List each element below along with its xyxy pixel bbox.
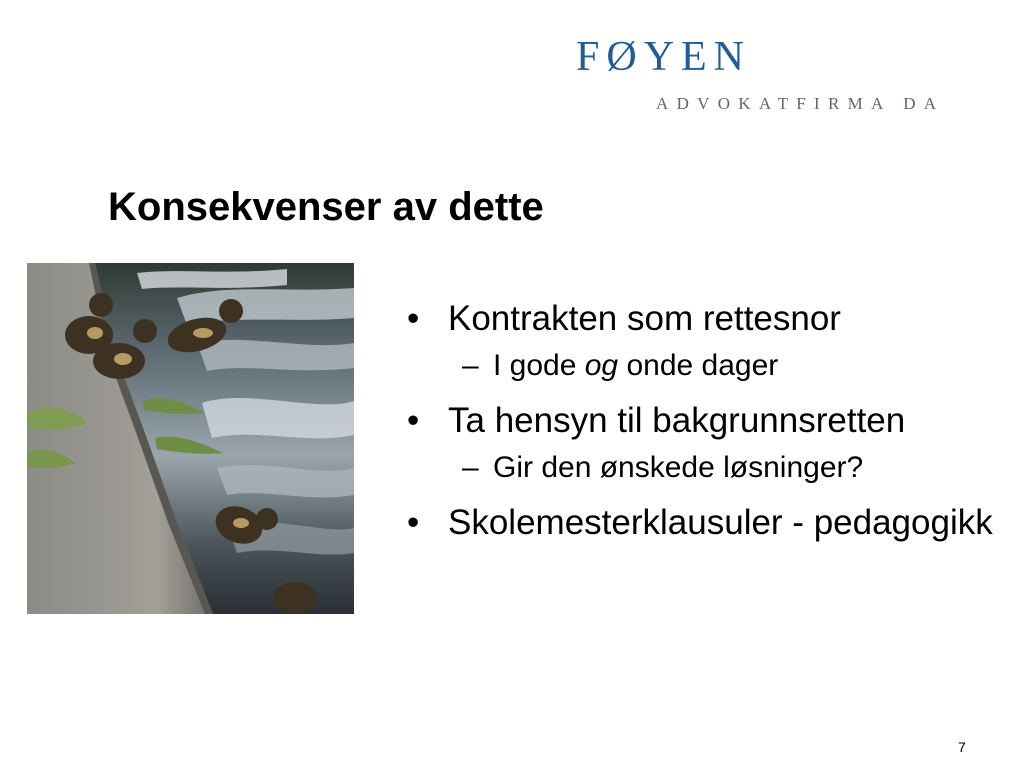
sub-bullet-emphasis: og [584,349,619,382]
sub-bullet-item [407,450,1007,486]
slide-title: Konsekvenser av dette [108,185,544,229]
sub-bullet-text-before: I gode [493,349,585,382]
sub-bullet-text-after: onde dager [618,349,779,382]
bullet-item [407,502,1007,543]
bullet-item [407,400,1007,441]
bullet-text: Ta hensyn til bakgrunnsretten [448,401,906,440]
bullet-marker: • [407,503,420,542]
ducklings-photo [27,263,354,614]
sub-bullet-marker: – [462,349,479,382]
bullet-marker: • [407,401,420,440]
bullet-text: Kontrakten som rettesnor [448,299,841,338]
page-number: 7 [958,739,966,755]
logo-name: FØYEN [576,34,752,80]
bullet-list [407,298,1007,552]
bullet-marker: • [407,299,420,338]
sub-bullet-item [407,348,1007,384]
bullet-item [407,298,1007,339]
sub-bullet-text: Gir den ønskede løsninger? [493,451,864,484]
bullet-text: Skolemesterklausuler - pedagogikk [448,503,993,542]
logo-tagline: ADVOKATFIRMA DA [656,94,945,113]
sub-bullet-marker: – [462,451,479,484]
